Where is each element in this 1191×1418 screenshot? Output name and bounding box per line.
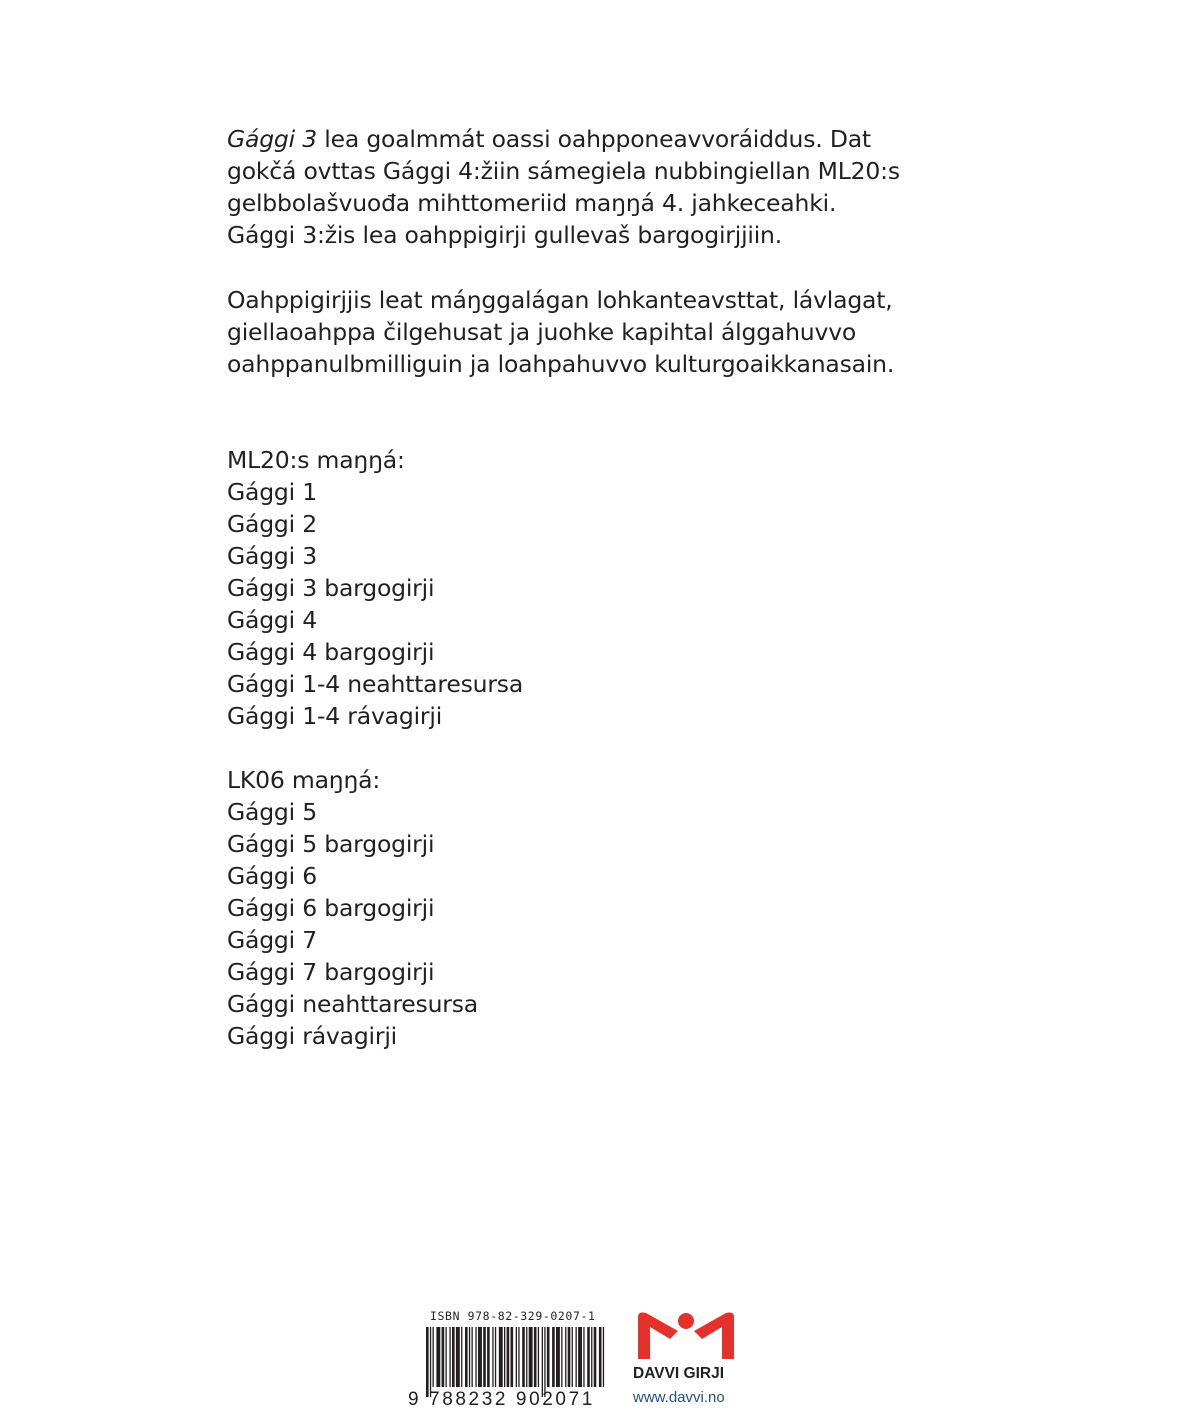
- barcode-bar: [469, 1327, 470, 1387]
- barcode-bar: [565, 1327, 566, 1387]
- list-item: Gággi 3 bargogirji: [227, 574, 435, 602]
- barcode-bar: [487, 1327, 490, 1387]
- lk06-series-list: [227, 764, 947, 1052]
- list-item: Gággi 3: [227, 542, 317, 570]
- intro-line-1: [227, 123, 947, 155]
- barcode-bar: [504, 1327, 505, 1387]
- features-line-2: giellaoahppa čilgehusat ja juohke kapihtal álggahuvvo: [227, 318, 857, 346]
- barcode-bar: [552, 1327, 555, 1387]
- list-item: Gággi 1: [227, 478, 317, 506]
- barcode-bar: [587, 1327, 590, 1387]
- davvi-girji-logo-icon: [634, 1309, 740, 1361]
- barcode-bar: [465, 1327, 468, 1387]
- list-item: Gággi 4 bargogirji: [227, 638, 435, 666]
- barcode-bar: [583, 1327, 584, 1387]
- barcode-bar: [518, 1327, 519, 1387]
- barcode-bar: [456, 1327, 460, 1387]
- list-item: Gággi 1-4 rávagirji: [227, 702, 443, 730]
- features-paragraph: [227, 284, 947, 380]
- publisher-logo: [632, 1309, 742, 1409]
- barcode-bar: [433, 1327, 434, 1387]
- barcode-bar: [561, 1327, 562, 1387]
- barcode-bar: [507, 1327, 510, 1387]
- list-item: Gággi 5 bargogirji: [227, 830, 435, 858]
- barcode-bar: [544, 1327, 545, 1397]
- barcode-bar: [538, 1327, 539, 1387]
- barcode-bar: [446, 1327, 447, 1387]
- barcode-bar: [578, 1327, 582, 1387]
- logo-left-arch: [638, 1313, 678, 1360]
- isbn-label: ISBN 978-82-329-0207-1: [430, 1309, 596, 1323]
- barcode-bar: [542, 1327, 543, 1397]
- barcode-bar: [475, 1327, 476, 1387]
- barcode-bar: [603, 1327, 604, 1387]
- barcode-bar: [591, 1327, 592, 1387]
- intro-paragraph: [227, 123, 947, 251]
- publisher-url[interactable]: www.davvi.no: [633, 1389, 725, 1406]
- barcode-bar: [594, 1327, 597, 1387]
- barcode-bar: [534, 1327, 537, 1387]
- list-item: Gággi rávagirji: [227, 1022, 397, 1050]
- barcode-bar: [556, 1327, 560, 1387]
- barcode-bar: [516, 1327, 517, 1387]
- features-line-3: oahppanulbmilliguin ja loahpahuvvo kulturgoaikkanasain.: [227, 350, 895, 378]
- intro-line-4: Gággi 3:žis lea oahppigirji gullevaš bargogirjjiin.: [227, 221, 783, 249]
- barcode-bar: [511, 1327, 514, 1387]
- barcode-bar: [442, 1327, 445, 1387]
- barcode-bar: [478, 1327, 482, 1387]
- intro-line-3: gelbbolašvuođa mihttomeriid maŋŋá 4. jahkeceahki.: [227, 189, 837, 217]
- intro-line-1-text: lea goalmmát oassi oahpponeavvoráiddus. Dat: [317, 125, 871, 153]
- list-item: Gággi 6: [227, 862, 317, 890]
- lk06-heading: LK06 maŋŋá:: [227, 766, 381, 794]
- barcode-bar: [492, 1327, 493, 1387]
- list-item: Gággi 2: [227, 510, 317, 538]
- barcode-bar: [461, 1327, 462, 1387]
- publisher-name: DAVVI GIRJI: [633, 1365, 725, 1382]
- list-item: Gággi 5: [227, 798, 317, 826]
- barcode-bar: [568, 1327, 571, 1387]
- list-item: Gággi 6 bargogirji: [227, 894, 435, 922]
- logo-dot: [678, 1313, 694, 1329]
- list-item: Gággi 7: [227, 926, 317, 954]
- list-item: Gággi 1-4 neahttaresursa: [227, 670, 524, 698]
- barcode-bar: [483, 1327, 486, 1387]
- list-item: Gággi 4: [227, 606, 317, 634]
- features-line-1: Oahppigirjjis leat máŋggalágan lohkanteavsttat, lávlagat,: [227, 286, 893, 314]
- isbn-barcode: [404, 1305, 614, 1411]
- barcode-bar: [449, 1327, 450, 1387]
- ml20-heading: ML20:s maŋŋá:: [227, 446, 405, 474]
- barcode-bar: [472, 1327, 473, 1387]
- barcode-bar: [547, 1327, 550, 1387]
- list-item: Gággi neahttaresursa: [227, 990, 478, 1018]
- list-item: Gággi 7 bargogirji: [227, 958, 435, 986]
- barcode-bar: [430, 1327, 431, 1397]
- intro-line-2: gokčá ovttas Gággi 4:žiin sámegiela nubbingiellan ML20:s: [227, 157, 900, 185]
- barcode-bar: [436, 1327, 440, 1387]
- barcode-bar: [526, 1327, 527, 1387]
- barcode-bar: [572, 1327, 573, 1387]
- ml20-series-list: [227, 444, 947, 732]
- barcode-bar: [599, 1327, 602, 1387]
- logo-right-arch: [694, 1313, 734, 1360]
- barcode-bar: [499, 1327, 503, 1387]
- barcode-bar: [522, 1327, 525, 1387]
- barcode-bar: [576, 1327, 577, 1387]
- barcode-bar: [495, 1327, 496, 1387]
- barcode-bar: [529, 1327, 533, 1387]
- barcode-digits: 9 788232 902071: [408, 1389, 595, 1410]
- barcode-bar: [426, 1327, 429, 1397]
- book-title: Gággi 3: [227, 125, 317, 153]
- barcode-bar: [452, 1327, 455, 1387]
